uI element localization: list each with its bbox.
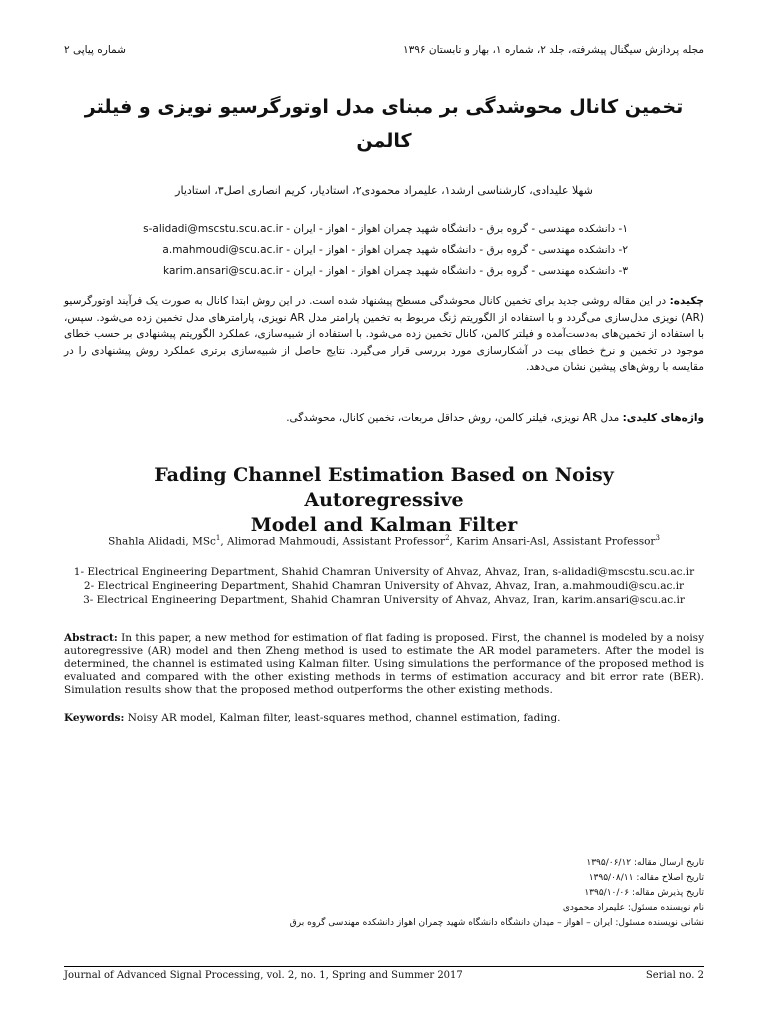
english-affiliation-2: 2- Electrical Engineering Department, Shahid Chamran University of Ahvaz, Ahvaz, Iran, a.mahmoudi@scu.ac.ir: [83, 580, 685, 592]
author-1: Shahla Alidadi, MSc: [108, 535, 216, 548]
author-2-sup: 2: [445, 534, 450, 542]
footer-divider: [64, 966, 704, 967]
persian-keywords-label: واژه‌های کلیدی:: [622, 412, 704, 424]
journal-info-en: Journal of Advanced Signal Processing, vol. 2, no. 1, Spring and Summer 2017: [64, 970, 463, 981]
date-submitted: تاریخ ارسال مقاله: ۱۳۹۵/۰۶/۱۲: [586, 858, 704, 868]
persian-title-line1: تخمین کانال محوشدگی بر مبنای مدل اوتورگرسیو نویزی و فیلتر: [84, 96, 684, 118]
english-affiliations: [64, 565, 704, 607]
serial-number-en: Serial no. 2: [645, 970, 704, 981]
english-title: [80, 463, 688, 538]
persian-title-line2: کالمن: [356, 130, 412, 152]
english-title-line2: Model and Kalman Filter: [250, 514, 518, 536]
persian-running-header: [64, 44, 704, 60]
article-dates: [290, 856, 704, 931]
persian-title: [80, 90, 688, 158]
persian-authors: شهلا علیدادی، کارشناسی ارشد۱، علیمراد محمودی۲، استادیار، کریم انصاری اصل۳، استادیار: [175, 184, 593, 197]
persian-keywords: [64, 412, 704, 424]
english-authors: [64, 534, 704, 548]
date-accepted: تاریخ پذیرش مقاله: ۱۳۹۵/۱۰/۰۶: [584, 888, 704, 898]
english-abstract-label: Abstract:: [64, 632, 118, 644]
corresponding-author: نام نویسنده مسئول: علیمراد محمودی: [562, 903, 704, 913]
english-keywords-label: Keywords:: [64, 712, 125, 724]
persian-affiliation-2: ۲- دانشکده مهندسی - گروه برق - دانشگاه شهید چمران اهواز - اهواز - ایران - a.mahmoudi@scu.ac.ir: [162, 244, 628, 256]
persian-keywords-text: مدل AR نویزی، فیلتر کالمن، روش حداقل مربعات، تخمین کانال، محوشدگی.: [286, 412, 620, 424]
english-abstract: [64, 632, 704, 697]
author-2: , Alimorad Mahmoudi, Assistant Professor: [220, 535, 446, 548]
serial-number-fa: شماره پیاپی ۲: [64, 44, 126, 56]
english-abstract-text: In this paper, a new method for estimation of flat fading is proposed. First, the channel is modeled by a noisy autoregressive (AR) model and then Zheng method is used to estimate the AR model parameters. After the model is determined, the channel is estimated using Kalman filter. Using simulations the performance of the proposed method is evaluated and compared with the other existing methods in terms of estimation accuracy and bit error rate (BER). Simulation results show that the proposed method outperforms the other existing methods.: [64, 632, 704, 696]
persian-abstract-label: چکیده:: [669, 295, 705, 307]
corresponding-address: نشانی نویسنده مسئول: ایران – اهواز – میدان دانشگاه دانشگاه شهید چمران اهواز دانشکده مهندسی گروه برق: [289, 918, 704, 928]
persian-affiliation-3: ۳- دانشکده مهندسی - گروه برق - دانشگاه شهید چمران اهواز - اهواز - ایران - karim.ansari@scu.ac.ir: [163, 265, 628, 277]
persian-affiliation-1: ۱- دانشکده مهندسی - گروه برق - دانشگاه شهید چمران اهواز - اهواز - ایران - s-alidadi@mscstu.scu.ac.ir: [143, 223, 628, 235]
english-keywords: [64, 712, 704, 724]
persian-abstract: [64, 293, 704, 376]
author-3: , Karim Ansari-Asl, Assistant Professor: [449, 535, 656, 548]
persian-affiliations: [140, 219, 628, 282]
date-revised: تاریخ اصلاح مقاله: ۱۳۹۵/۰۸/۱۱: [588, 873, 704, 883]
journal-info-fa: مجله پردازش سیگنال پیشرفته، جلد ۲، شماره ۱، بهار و تابستان ۱۳۹۶: [403, 44, 704, 56]
english-title-line1: Fading Channel Estimation Based on Noisy Autoregressive: [154, 464, 614, 511]
author-1-sup: 1: [215, 534, 221, 542]
persian-abstract-text: در این مقاله روشی جدید برای تخمین کانال محوشدگی مسطح پیشنهاد شده است. در این روش ابتدا کانال به صورت یک فرآیند اوتورگرسیو (AR) نویزی مدل‌سازی می‌گردد و با استفاده از الگوریتم ژنگ مربوط به تخمین پارامتر مدل AR نویزی، پارامترهای مدل تخمین زده می‌شود. سپس، با استفاده از تخمین‌های به‌دست‌آمده و فیلتر کالمن، کانال تخمین زده می‌شود. با استفاده از شبیه‌سازی، عملکرد الگوریتم پیشنهادی بر حسب خطای موجود در تخمین و نرخ خطای بیت در آشکارسازی مورد بررسی قرار می‌گیرد. نتایج حاصل از شبیه‌سازی برتری عملکرد روش پیشنهادی را در مقایسه با روش‌های پیشین نشان می‌دهد.: [64, 295, 704, 373]
english-keywords-text: Noisy AR model, Kalman filter, least-squares method, channel estimation, fading.: [124, 712, 561, 724]
english-affiliation-1: 1- Electrical Engineering Department, Shahid Chamran University of Ahvaz, Ahvaz, Iran, s-alidadi@mscstu.scu.ac.ir: [73, 566, 695, 578]
english-affiliation-3: 3- Electrical Engineering Department, Shahid Chamran University of Ahvaz, Ahvaz, Iran, karim.ansari@scu.ac.ir: [83, 594, 685, 606]
author-3-sup: 3: [655, 534, 660, 542]
